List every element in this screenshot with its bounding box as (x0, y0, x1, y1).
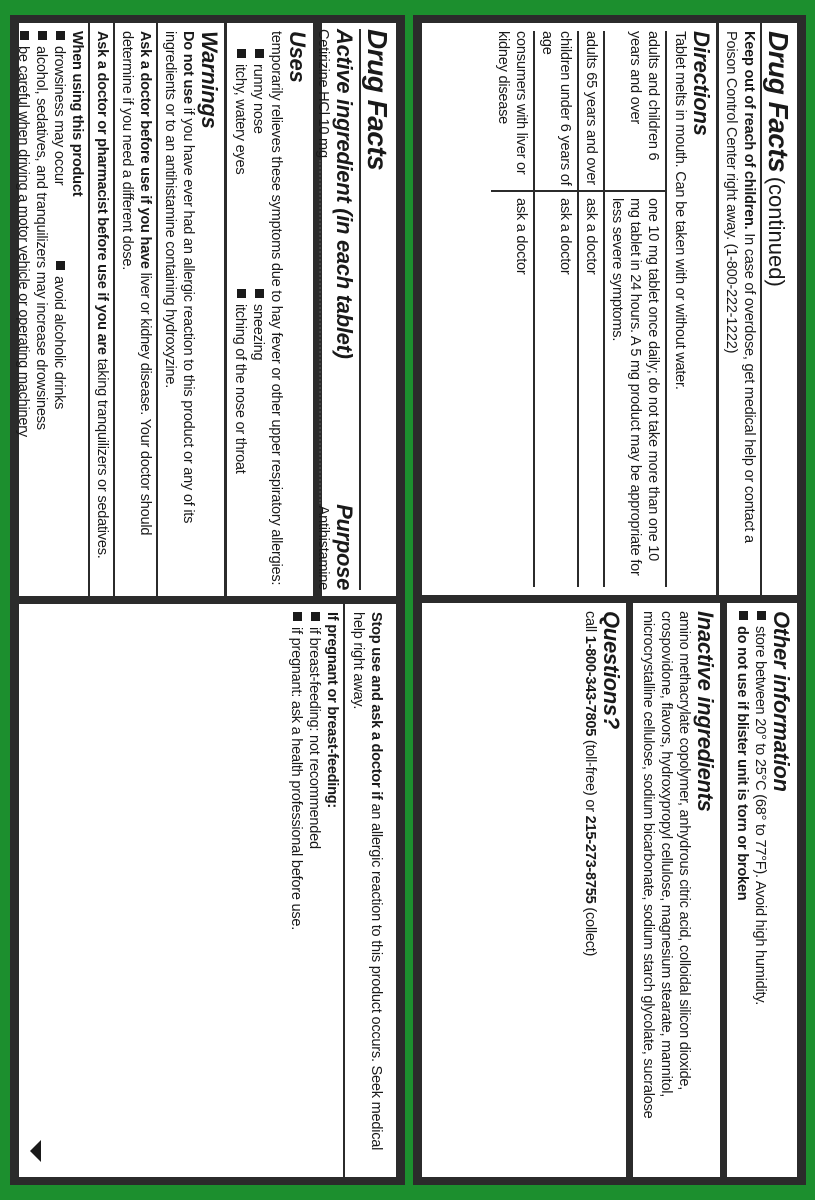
list-item: runny nose (249, 49, 267, 289)
bullet-icon (757, 611, 766, 620)
keep-out-of-reach: Keep out of reach of children. In case of overdose, get medical help or contact a Poison Control Center right away. (1-800-222-1222) (723, 31, 757, 543)
when-using-list (14, 31, 68, 588)
drug-facts-panel-right (413, 15, 806, 1185)
active-ingredient-heading: Active ingredient (in each tablet) (332, 29, 357, 359)
other-info-heading: Other information (769, 611, 794, 792)
pregnancy-heading: If pregnant or breast-feeding: (324, 612, 340, 809)
stop-use-box (19, 604, 396, 1177)
bullet-icon (255, 289, 264, 298)
purpose-heading: Purpose (332, 504, 357, 590)
list-item: avoid alcoholic drinks (50, 261, 68, 588)
inactive-ingredients-heading: Inactive ingredients (693, 611, 718, 812)
rotated-content-left (10, 15, 405, 1185)
list-item: do not use if blister unit is torn or broken (733, 611, 751, 1169)
when-using-heading: When using this product (69, 31, 85, 197)
do-not-use: Do not use if you have ever had an allergic reaction to this product or any of its ingredients or to an antihistamine containing hydroxyzine. (162, 31, 196, 524)
list-item: alcohol, sedatives, and tranquilizers may increase drowsiness (32, 31, 50, 588)
list-item: sneezing (249, 289, 267, 588)
active-ingredient-box (315, 23, 396, 596)
warnings-heading: Warnings (197, 31, 222, 129)
phone-tollfree: 1-800-343-7805 (582, 635, 598, 737)
bullet-icon (255, 49, 264, 58)
list-item: itchy, watery eyes (231, 49, 249, 289)
list-item: store between 20° to 25°C (68° to 77°F). Avoid high humidity. (751, 611, 769, 1169)
questions-heading: Questions? (599, 611, 624, 730)
bullet-icon (311, 612, 320, 621)
bullet-icon (56, 31, 65, 40)
uses-text: temporarily relieves these symptoms due to hay fever or other upper respiratory allergies: (268, 31, 284, 586)
list-item: itching of the nose or throat (231, 289, 249, 588)
list-item: be careful when driving a motor vehicle or operating machinery (14, 31, 32, 588)
list-item: drowsiness may occur (50, 31, 68, 261)
other-info-box (422, 603, 797, 1177)
uses-warnings-box (15, 23, 313, 596)
questions-text: call 1-800-343-7805 (toll-free) or 215-273-8755 (collect) (582, 611, 598, 957)
pregnancy-list (287, 612, 323, 1169)
drug-facts-panel-left (10, 15, 405, 1185)
bullet-icon (56, 261, 65, 270)
bullet-icon (38, 31, 47, 40)
rotated-content-right (413, 15, 806, 1185)
active-ingredient-name: Cetirizine HCl 10 mg (315, 29, 331, 158)
directions-text: Tablet melts in mouth. Can be taken with or without water. (672, 31, 688, 390)
uses-list (231, 31, 267, 588)
bullet-icon (20, 31, 29, 40)
other-info-list (733, 611, 769, 1169)
bullet-icon (237, 49, 246, 58)
ask-doctor: Ask a doctor before use if you have liver or kidney disease. Your doctor should determine if you need a different dose. (119, 31, 153, 536)
directions-table (491, 31, 667, 587)
list-item: if breast-feeding: not recommended (305, 612, 323, 1169)
table-row: adults and children 6 years and over one 10 mg tablet once daily; do not take more than one 10 mg tablet in 24 hours. A 5 mg product may be appropriate for less severe symptoms. (604, 31, 666, 587)
continued-arrow-icon (30, 1140, 41, 1162)
uses-heading: Uses (285, 31, 310, 83)
list-item: if pregnant: ask a health professional before use. (287, 612, 305, 1169)
ask-pharmacist: Ask a doctor or pharmacist before use if you are taking tranquilizers or sedatives. (94, 31, 110, 559)
bullet-icon (293, 612, 302, 621)
phone-collect: 215-273-8755 (582, 815, 598, 904)
directions-box (422, 23, 797, 595)
inactive-ingredients-text: amino methacrylate copolymer, anhydrous citric acid, colloidal silicon dioxide, crospovidone, flavors, hydroxypropyl cellulose, magnesium stearate, mannitol, microcrystalline cellulose, sodium bicarbonate, sodium starch glycolate, sucralose (640, 611, 692, 1119)
drug-facts-continued-title: Drug Facts (continued) (763, 31, 794, 287)
purpose-value: Antihistamine (315, 505, 331, 590)
table-row: children under 6 years of age ask a doctor (534, 31, 578, 587)
drug-facts-title: Drug Facts (362, 29, 393, 171)
bullet-icon (739, 611, 748, 620)
table-row: consumers with liver or kidney disease ask a doctor (491, 31, 534, 587)
stop-use: Stop use and ask a doctor if an allergic reaction to this product occurs. Seek medical help right away. (350, 612, 384, 1151)
bullet-icon (237, 289, 246, 298)
directions-heading: Directions (689, 31, 714, 136)
table-row: adults 65 years and over ask a doctor (578, 31, 604, 587)
